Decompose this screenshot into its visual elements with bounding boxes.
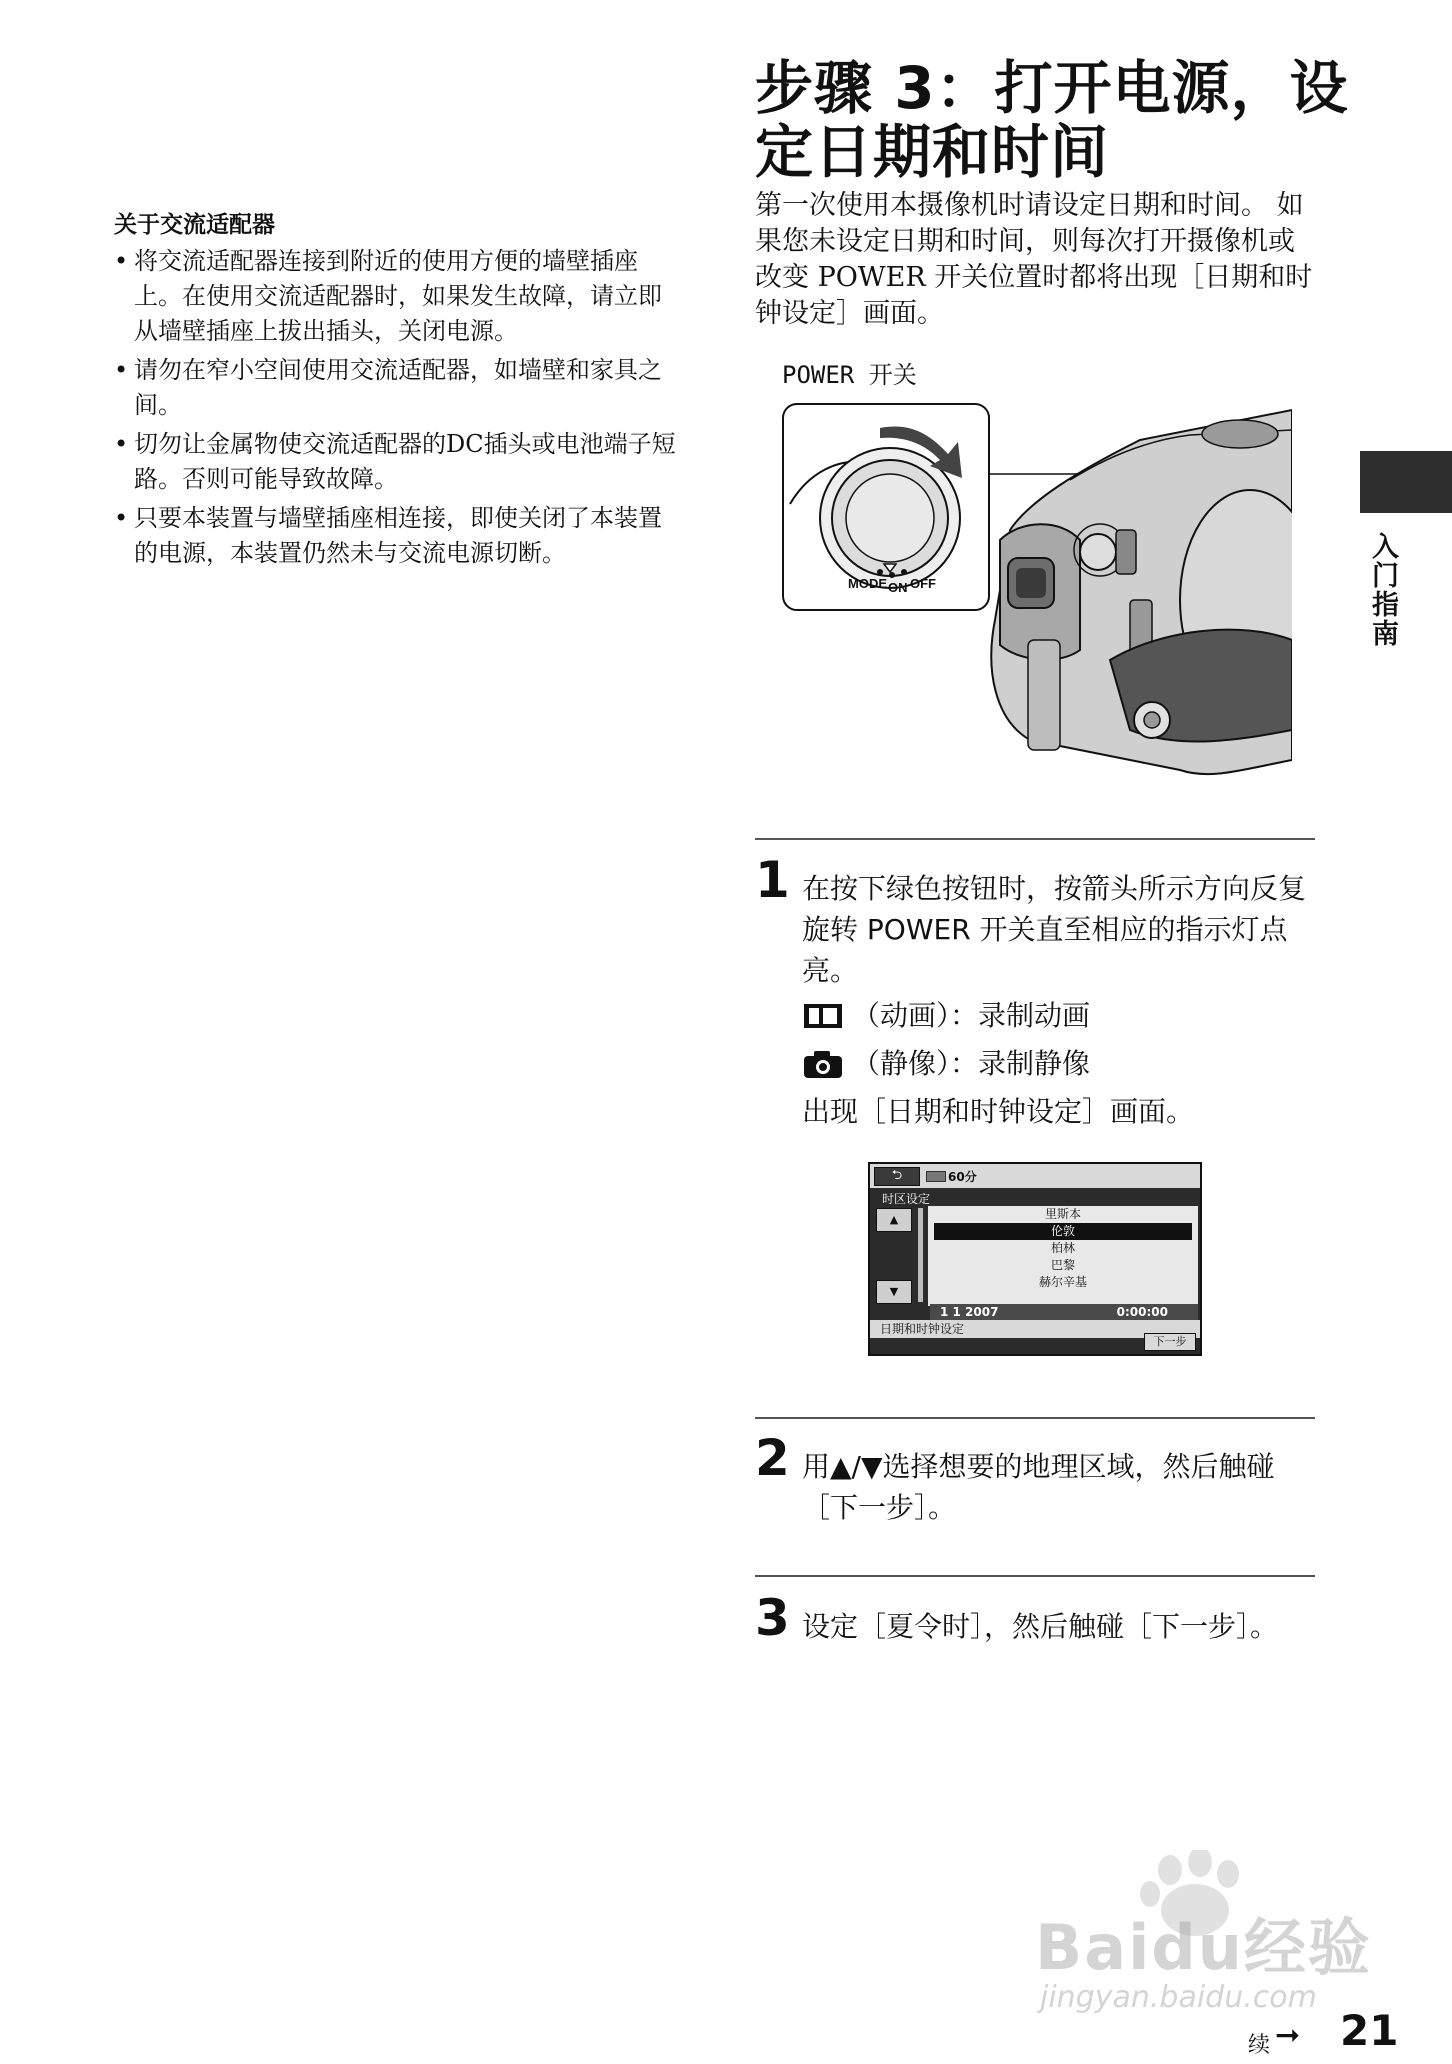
section-tab-label: 入门指南 xyxy=(1367,532,1398,648)
camcorder-body xyxy=(991,410,1292,774)
screen-caption: 日期和时钟设定 xyxy=(870,1320,1200,1338)
return-button[interactable]: ⮌ xyxy=(874,1167,920,1186)
date-readout: 1 1 2007 xyxy=(940,1305,999,1319)
movie-mode-line xyxy=(802,996,1090,1036)
page-title: 步骤 3：打开电源，设定日期和时间 xyxy=(755,54,1349,186)
bullet-list xyxy=(114,244,684,575)
battery-remaining: 60分 xyxy=(948,1170,977,1184)
list-item[interactable]: 里斯本 xyxy=(1044,1207,1081,1221)
camera-illustration xyxy=(780,400,1292,800)
list-item[interactable]: 赫尔辛基 xyxy=(1038,1275,1087,1289)
step-number: 1 xyxy=(755,851,790,909)
still-mode-text: （静像）：录制静像 xyxy=(852,1047,1091,1080)
result-line: 出现［日期和时钟设定］画面。 xyxy=(802,1095,1195,1128)
divider xyxy=(755,1575,1315,1577)
menu-title: 时区设定 xyxy=(882,1192,931,1206)
city-list xyxy=(928,1206,1198,1306)
scroll-up-button[interactable]: ▲ xyxy=(876,1208,912,1232)
movie-icon xyxy=(802,1001,844,1031)
camera-icon xyxy=(802,1049,844,1079)
dial-off-label: OFF xyxy=(910,576,936,591)
page-number: 21 xyxy=(1340,2006,1399,2055)
list-item: • 将交流适配器连接到附近的使用方便的墙壁插座上。在使用交流适配器时，如果发生故障，请立即从墙壁插座上拔出插头，关闭电源。 xyxy=(114,244,684,349)
watermark-text: Baidu经验 xyxy=(1035,1911,1372,1984)
list-item[interactable]: 柏林 xyxy=(1050,1241,1075,1255)
section-heading: 关于交流适配器 xyxy=(114,212,275,238)
battery-icon xyxy=(926,1171,946,1182)
list-item: • 切勿让金属物使交流适配器的DC插头或电池端子短路。否则可能导致故障。 xyxy=(114,427,684,497)
dial-on-label: ON xyxy=(888,580,908,595)
datetime-bar xyxy=(930,1304,1198,1320)
movie-mode-text: （动画）：录制动画 xyxy=(852,999,1091,1032)
divider xyxy=(755,1417,1315,1419)
scrollbar[interactable] xyxy=(918,1208,923,1302)
still-mode-line xyxy=(802,1044,1090,1084)
power-switch-label: POWER 开关 xyxy=(782,361,917,389)
step-text: 设定［夏令时］，然后触碰［下一步］。 xyxy=(802,1610,1279,1643)
divider xyxy=(755,838,1315,840)
watermark-url: jingyan.baidu.com xyxy=(1040,1980,1317,2015)
section-tab xyxy=(1360,451,1452,513)
power-dial-inset xyxy=(783,404,989,610)
step-number: 2 xyxy=(755,1429,790,1487)
list-item-selected[interactable]: 伦敦 xyxy=(934,1223,1192,1240)
lcd-top-bar xyxy=(870,1164,1200,1188)
list-item[interactable]: 巴黎 xyxy=(1050,1258,1075,1272)
continued-label: 续 xyxy=(1248,2033,1271,2058)
step-text: 用▲/▼选择想要的地理区域，然后触碰［下一步］。 xyxy=(802,1450,1275,1524)
list-item: • 只要本装置与墙壁插座相连接，即使关闭了本装置的电源，本装置仍然未与交流电源切断。 xyxy=(114,501,684,571)
step-text: 在按下绿色按钮时，按箭头所示方向反复旋转 POWER 开关直至相应的指示灯点亮。 xyxy=(802,872,1307,987)
intro-paragraph: 第一次使用本摄像机时请设定日期和时间。 如果您未设定日期和时间，则每次打开摄像机或改变 POWER 开关位置时都将出现［日期和时钟设定］画面。 xyxy=(755,190,1313,329)
scroll-down-button[interactable]: ▼ xyxy=(876,1280,912,1304)
lcd-screen xyxy=(868,1162,1202,1356)
arrow-right-icon: ➞ xyxy=(1275,2018,1301,2053)
dial-mode-label: MODE xyxy=(848,576,887,591)
next-button[interactable]: 下一步 xyxy=(1144,1333,1196,1351)
step-number: 3 xyxy=(755,1589,790,1647)
list-item: • 请勿在窄小空间使用交流适配器，如墙壁和家具之间。 xyxy=(114,353,684,423)
time-readout: 0:00:00 xyxy=(1116,1305,1168,1319)
